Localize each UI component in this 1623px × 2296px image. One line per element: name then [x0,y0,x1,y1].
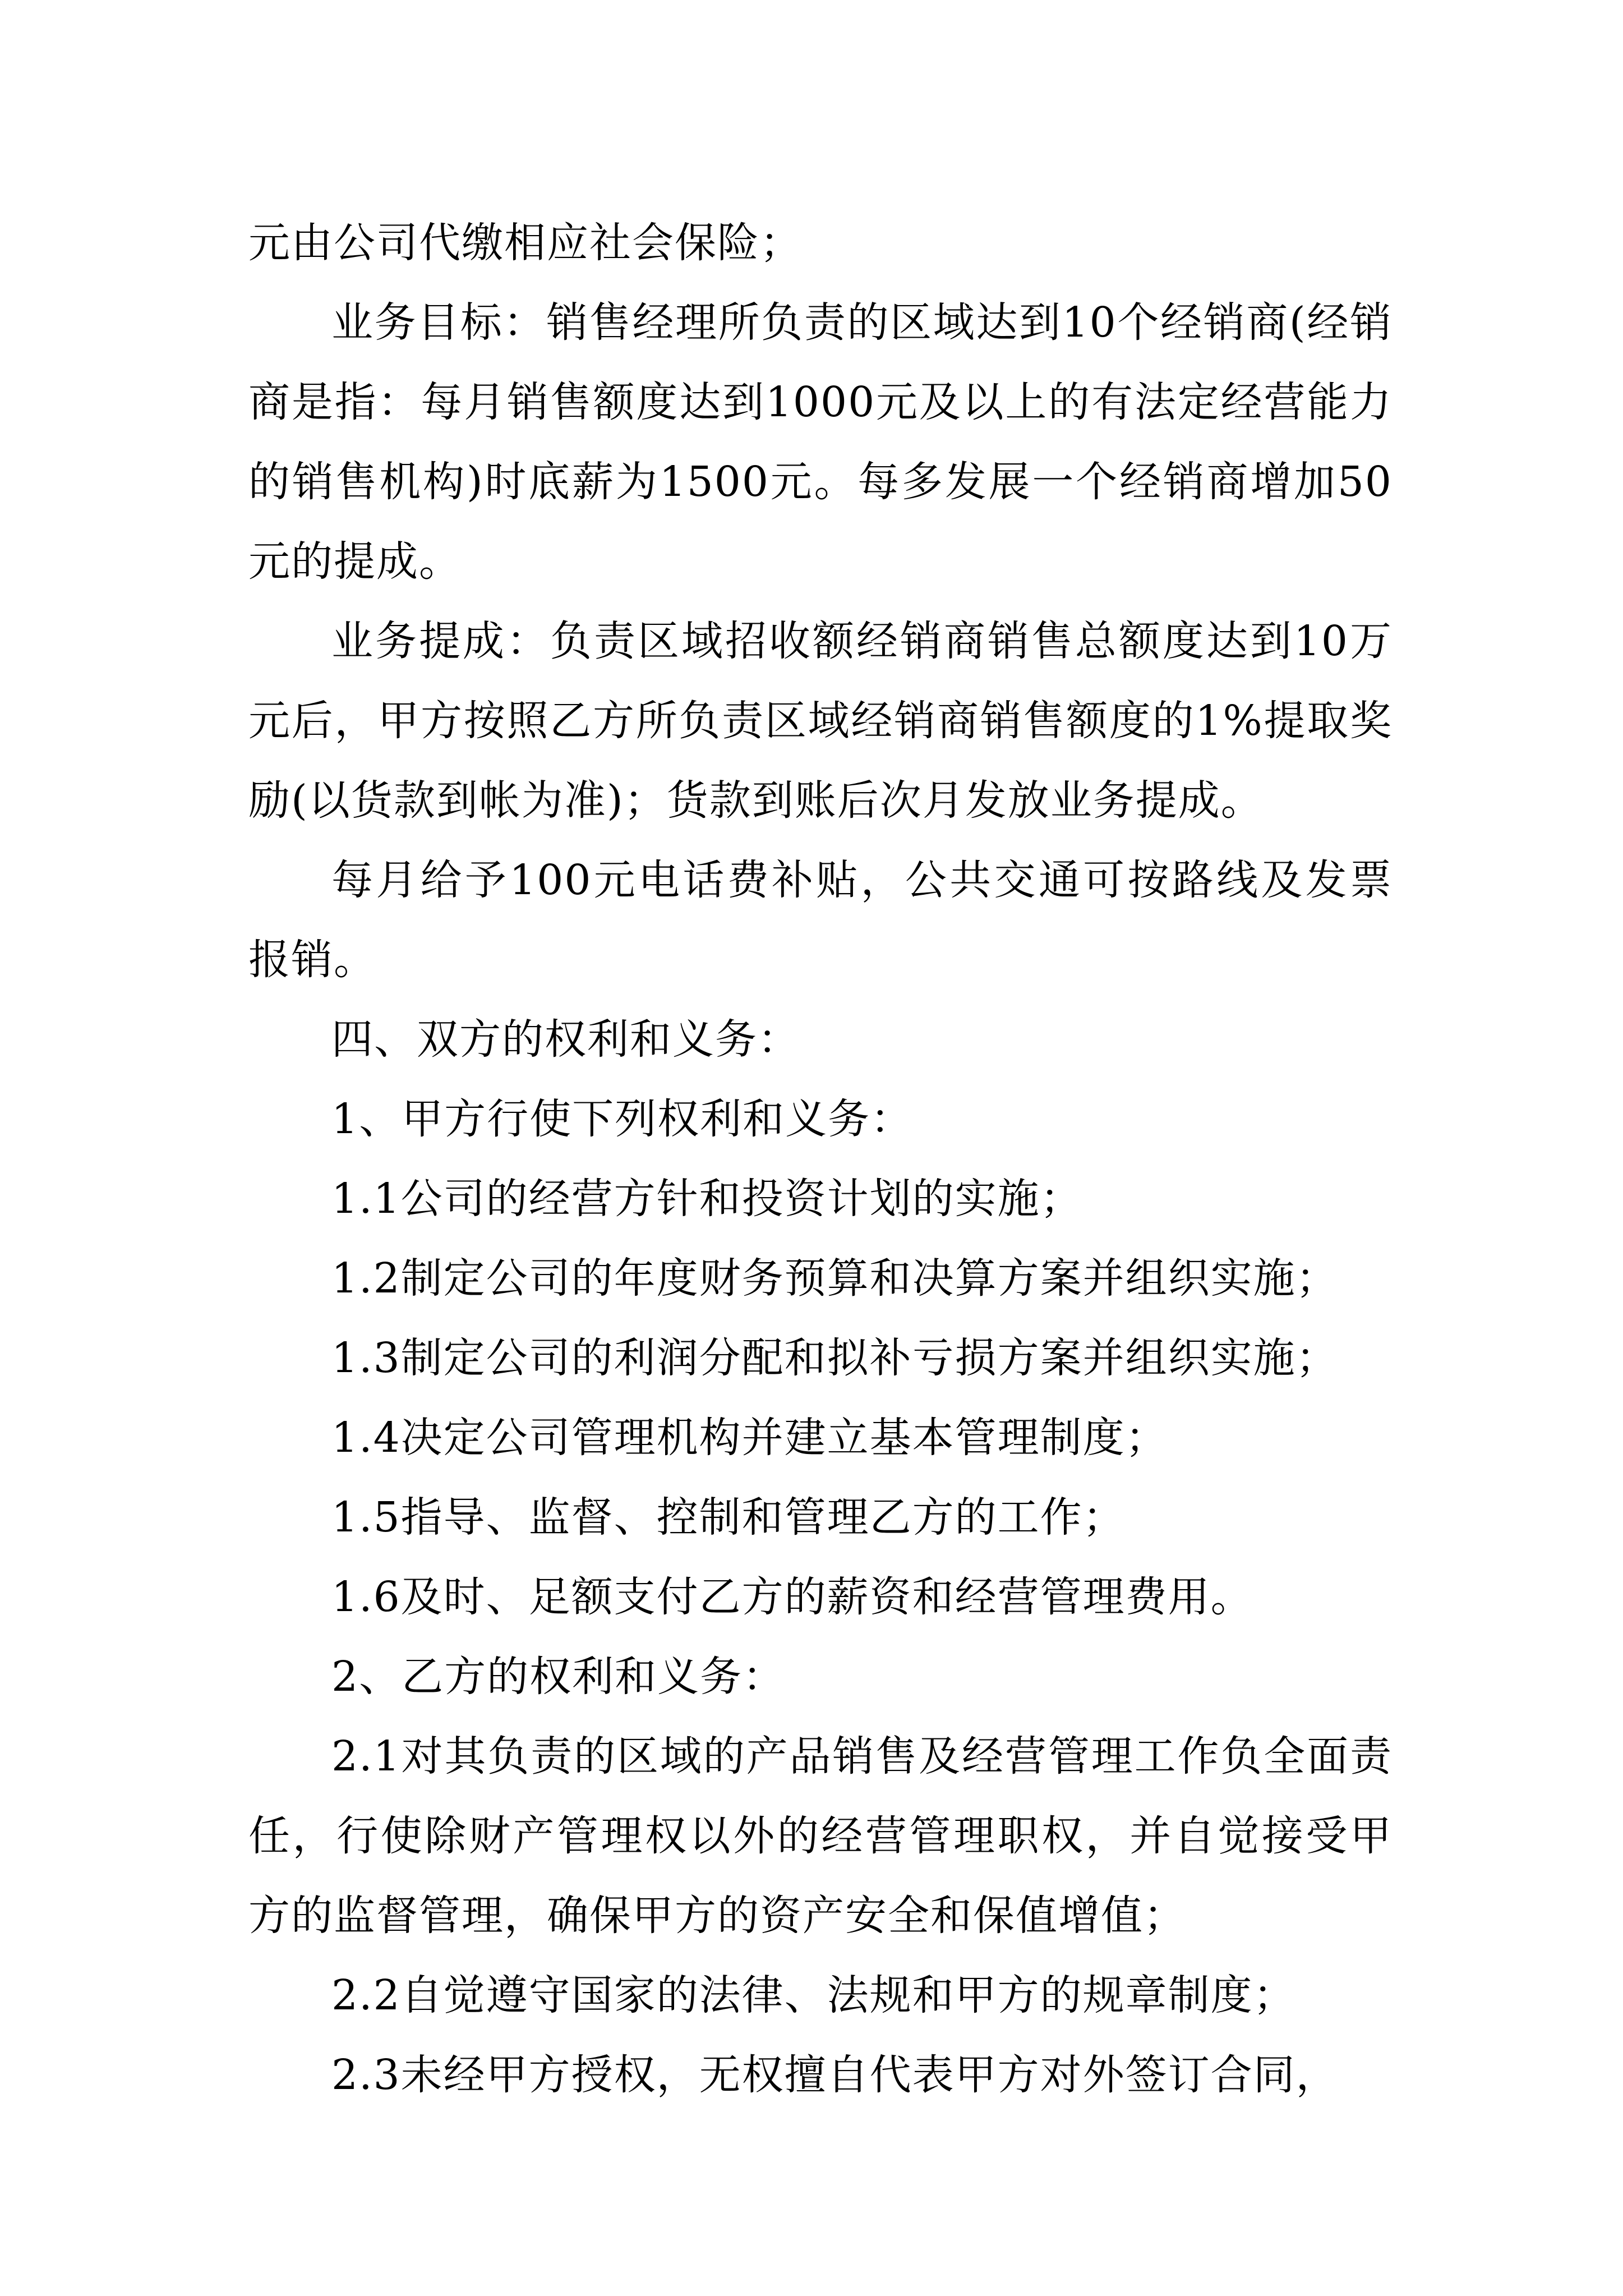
subheading-party-a: 1、甲方行使下列权利和义务： [331,1095,914,1143]
clause-2-1: 2.1对其负责的区域的产品销售及经营管理工作负全面责任，行使除财产管理权以外的经营管理职权，并自觉接受甲方的监督管理，确保甲方的资产安全和保值增值； [248,1732,1393,1940]
clause-1-1: 1.1公司的经营方针和投资计划的实施； [331,1175,1083,1223]
subheading-party-b: 2、乙方的权利和义务： [331,1653,786,1701]
clause-1-4: 1.4决定公司管理机构并建立基本管理制度； [331,1414,1168,1462]
paragraph-social-insurance: 元由公司代缴相应社会保险； [248,219,803,267]
section-heading-rights-obligations: 四、双方的权利和义务： [331,1015,800,1064]
clause-1-6: 1.6及时、足额支付乙方的薪资和经营管理费用。 [331,1573,1253,1621]
clause-1-2: 1.2制定公司的年度财务预算和决算方案并组织实施； [331,1254,1339,1303]
paragraph-business-commission: 业务提成：负责区域招收额经销商销售总额度达到10万元后，甲方按照乙方所负责区域经销商销售额度的1%提取奖励(以货款到帐为准)；货款到账后次月发放业务提成。 [248,617,1393,825]
clause-1-5: 1.5指导、监督、控制和管理乙方的工作； [331,1493,1126,1542]
clause-2-3: 2.3未经甲方授权，无权擅自代表甲方对外签订合同， [331,2051,1339,2099]
clause-2-2: 2.2自觉遵守国家的法律、法规和甲方的规章制度； [331,1971,1296,2019]
paragraph-business-target: 业务目标：销售经理所负责的区域达到10个经销商(经销商是指：每月销售额度达到1000元及以上的有法定经营能力的销售机构)时底薪为1500元。每多发展一个经销商增加50元的提成。 [248,298,1393,586]
document-body [248,203,1393,2115]
clause-1-3: 1.3制定公司的利润分配和拟补亏损方案并组织实施； [331,1334,1339,1382]
paragraph-phone-allowance: 每月给予100元电话费补贴，公共交通可按路线及发票报销。 [248,856,1393,984]
